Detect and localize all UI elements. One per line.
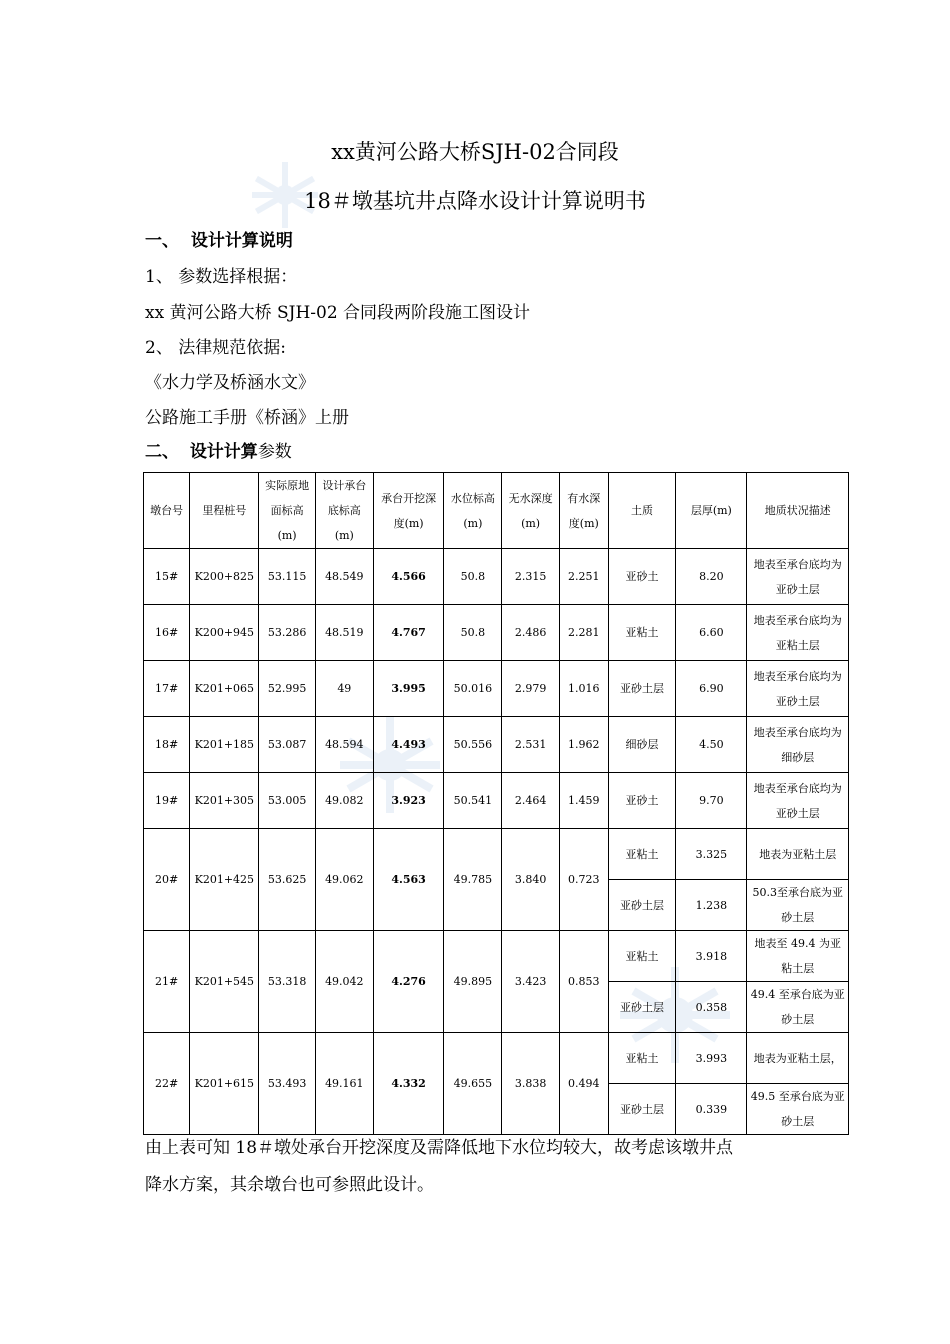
table-cell-soil: 亚砂土层 <box>608 982 675 1033</box>
table-cell-pier: 19# <box>144 773 190 829</box>
table-cell-thick: 3.918 <box>676 931 747 982</box>
table-row <box>144 773 849 829</box>
table-header-cell: 地质状况描述 <box>747 473 849 549</box>
table-cell-water: 50.541 <box>444 773 502 829</box>
table-cell-desc: 地表至承台底均为细砂层 <box>747 717 849 773</box>
table-row <box>144 829 849 880</box>
table-cell-depth: 4.767 <box>373 605 443 661</box>
table-cell-soil: 亚粘土 <box>608 931 675 982</box>
table-cell-cap: 49.062 <box>315 829 373 931</box>
section-number: 二、 <box>145 442 179 462</box>
table-cell-dry: 3.840 <box>502 829 559 931</box>
table-cell-wet: 0.494 <box>559 1033 608 1135</box>
table-header-cell: 实际原地面标高(m) <box>259 473 315 549</box>
table-cell-ground: 52.995 <box>259 661 315 717</box>
table-cell-ground: 53.625 <box>259 829 315 931</box>
table-cell-desc: 地表至承台底均为亚粘土层 <box>747 605 849 661</box>
table-header-cell: 有水深度(m) <box>559 473 608 549</box>
conclusion-line-1: 由上表可知 18＃墩处承台开挖深度及需降低地下水位均较大，故考虑该墩井点 <box>145 1138 734 1158</box>
table-cell-pier: 21# <box>144 931 190 1033</box>
table-row <box>144 717 849 773</box>
reference-1: 《水力学及桥涵水文》 <box>145 373 315 393</box>
table-cell-thick: 6.60 <box>676 605 747 661</box>
table-row <box>144 605 849 661</box>
document-title: xx黄河公路大桥SJH-02合同段 <box>331 140 619 164</box>
section-number: 一、 <box>145 231 179 251</box>
table-cell-desc: 50.3至承台底为亚砂土层 <box>747 880 849 931</box>
table-cell-dry: 2.315 <box>502 549 559 605</box>
table-cell-thick: 4.50 <box>676 717 747 773</box>
table-row <box>144 661 849 717</box>
table-cell-ground: 53.318 <box>259 931 315 1033</box>
section-label: 设计计算 <box>189 442 258 462</box>
table-header-cell: 水位标高(m) <box>444 473 502 549</box>
table-cell-cap: 49 <box>315 661 373 717</box>
table-cell-cap: 48.519 <box>315 605 373 661</box>
table-cell-thick: 6.90 <box>676 661 747 717</box>
section-heading-2 <box>145 437 292 462</box>
table-cell-desc: 地表为亚粘土层， <box>747 1033 849 1084</box>
table-cell-water: 49.785 <box>444 829 502 931</box>
table-cell-cap: 49.082 <box>315 773 373 829</box>
reference-2: 公路施工手册《桥涵》上册 <box>145 408 349 428</box>
table-cell-desc: 地表至承台底均为亚砂土层 <box>747 549 849 605</box>
table-cell-soil: 亚砂土层 <box>608 661 675 717</box>
table-cell-soil: 亚粘土 <box>608 1033 675 1084</box>
table-header-cell: 里程桩号 <box>190 473 259 549</box>
table-cell-soil: 亚砂土层 <box>608 880 675 931</box>
table-cell-dry: 2.464 <box>502 773 559 829</box>
table-cell-ground: 53.005 <box>259 773 315 829</box>
table-cell-wet: 1.016 <box>559 661 608 717</box>
table-cell-desc: 地表至 49.4 为亚粘土层 <box>747 931 849 982</box>
table-row <box>144 931 849 982</box>
table-cell-pier: 17# <box>144 661 190 717</box>
table-cell-soil: 细砂层 <box>608 717 675 773</box>
item-text-1: xx 黄河公路大桥 SJH-02 合同段两阶段施工图设计 <box>145 303 531 323</box>
table-cell-cap: 48.594 <box>315 717 373 773</box>
table-cell-pier: 22# <box>144 1033 190 1135</box>
table-cell-cap: 49.161 <box>315 1033 373 1135</box>
table-cell-soil: 亚砂土层 <box>608 1084 675 1135</box>
item-heading-2: 2、 法律规范依据: <box>145 338 286 358</box>
table-cell-wet: 2.251 <box>559 549 608 605</box>
table-cell-thick: 3.325 <box>676 829 747 880</box>
table-cell-pier: 20# <box>144 829 190 931</box>
table-cell-desc: 49.5 至承台底为亚砂土层 <box>747 1084 849 1135</box>
section-label: 设计计算说明 <box>190 231 293 251</box>
table-cell-depth: 3.995 <box>373 661 443 717</box>
item-heading-1: 1、 参数选择根据： <box>145 267 298 287</box>
table-cell-water: 50.556 <box>444 717 502 773</box>
table-cell-dry: 2.486 <box>502 605 559 661</box>
table-cell-station: K200+945 <box>190 605 259 661</box>
table-cell-station: K201+615 <box>190 1033 259 1135</box>
table-header-cell: 设计承台底标高(m) <box>315 473 373 549</box>
section-heading-1 <box>145 226 293 251</box>
table-cell-station: K201+065 <box>190 661 259 717</box>
table-row <box>144 1033 849 1084</box>
table-cell-soil: 亚粘土 <box>608 829 675 880</box>
table-cell-water: 50.8 <box>444 605 502 661</box>
table-cell-wet: 1.459 <box>559 773 608 829</box>
table-cell-ground: 53.493 <box>259 1033 315 1135</box>
table-cell-wet: 1.962 <box>559 717 608 773</box>
table-cell-depth: 4.563 <box>373 829 443 931</box>
table-cell-thick: 0.358 <box>676 982 747 1033</box>
table-cell-water: 49.655 <box>444 1033 502 1135</box>
table-cell-dry: 2.979 <box>502 661 559 717</box>
table-cell-dry: 3.838 <box>502 1033 559 1135</box>
table-cell-desc: 地表至承台底均为亚砂土层 <box>747 773 849 829</box>
table-body <box>144 549 849 1135</box>
table-header-cell: 土质 <box>608 473 675 549</box>
table-cell-depth: 4.566 <box>373 549 443 605</box>
table-header-cell: 墩台号 <box>144 473 190 549</box>
table-cell-thick: 1.238 <box>676 880 747 931</box>
table-cell-pier: 18# <box>144 717 190 773</box>
table-cell-thick: 3.993 <box>676 1033 747 1084</box>
table-cell-station: K201+305 <box>190 773 259 829</box>
table-cell-thick: 9.70 <box>676 773 747 829</box>
table-cell-cap: 49.042 <box>315 931 373 1033</box>
table-cell-desc: 地表至承台底均为亚砂土层 <box>747 661 849 717</box>
table-cell-soil: 亚砂土 <box>608 549 675 605</box>
table-cell-water: 50.8 <box>444 549 502 605</box>
table-cell-depth: 4.276 <box>373 931 443 1033</box>
table-cell-ground: 53.087 <box>259 717 315 773</box>
table-cell-ground: 53.115 <box>259 549 315 605</box>
table-cell-station: K200+825 <box>190 549 259 605</box>
table-cell-pier: 16# <box>144 605 190 661</box>
table-cell-thick: 0.339 <box>676 1084 747 1135</box>
table-cell-dry: 2.531 <box>502 717 559 773</box>
table-cell-desc: 49.4 至承台底为亚砂土层 <box>747 982 849 1033</box>
table-cell-thick: 8.20 <box>676 549 747 605</box>
table-cell-depth: 4.493 <box>373 717 443 773</box>
conclusion-line-2: 降水方案，其余墩台也可参照此设计。 <box>145 1175 434 1195</box>
table-row <box>144 549 849 605</box>
table-cell-wet: 2.281 <box>559 605 608 661</box>
table-header-cell: 无水深度(m) <box>502 473 559 549</box>
table-cell-dry: 3.423 <box>502 931 559 1033</box>
section-label-suffix: 参数 <box>257 442 292 462</box>
table-header-row <box>144 473 849 549</box>
table-cell-station: K201+545 <box>190 931 259 1033</box>
table-header-cell: 承台开挖深度(m) <box>373 473 443 549</box>
table-header-cell: 层厚(m) <box>676 473 747 549</box>
table-cell-water: 49.895 <box>444 931 502 1033</box>
table-cell-cap: 48.549 <box>315 549 373 605</box>
table-cell-desc: 地表为亚粘土层 <box>747 829 849 880</box>
table-cell-soil: 亚粘土 <box>608 605 675 661</box>
document-subtitle: 18＃墩基坑井点降水设计计算说明书 <box>304 189 646 213</box>
table-cell-depth: 3.923 <box>373 773 443 829</box>
table-cell-soil: 亚砂土 <box>608 773 675 829</box>
table-cell-depth: 4.332 <box>373 1033 443 1135</box>
table-cell-water: 50.016 <box>444 661 502 717</box>
table-cell-station: K201+185 <box>190 717 259 773</box>
table-cell-wet: 0.853 <box>559 931 608 1033</box>
table-cell-station: K201+425 <box>190 829 259 931</box>
table-cell-pier: 15# <box>144 549 190 605</box>
table-cell-wet: 0.723 <box>559 829 608 931</box>
table-cell-ground: 53.286 <box>259 605 315 661</box>
parameter-table <box>143 472 849 1135</box>
